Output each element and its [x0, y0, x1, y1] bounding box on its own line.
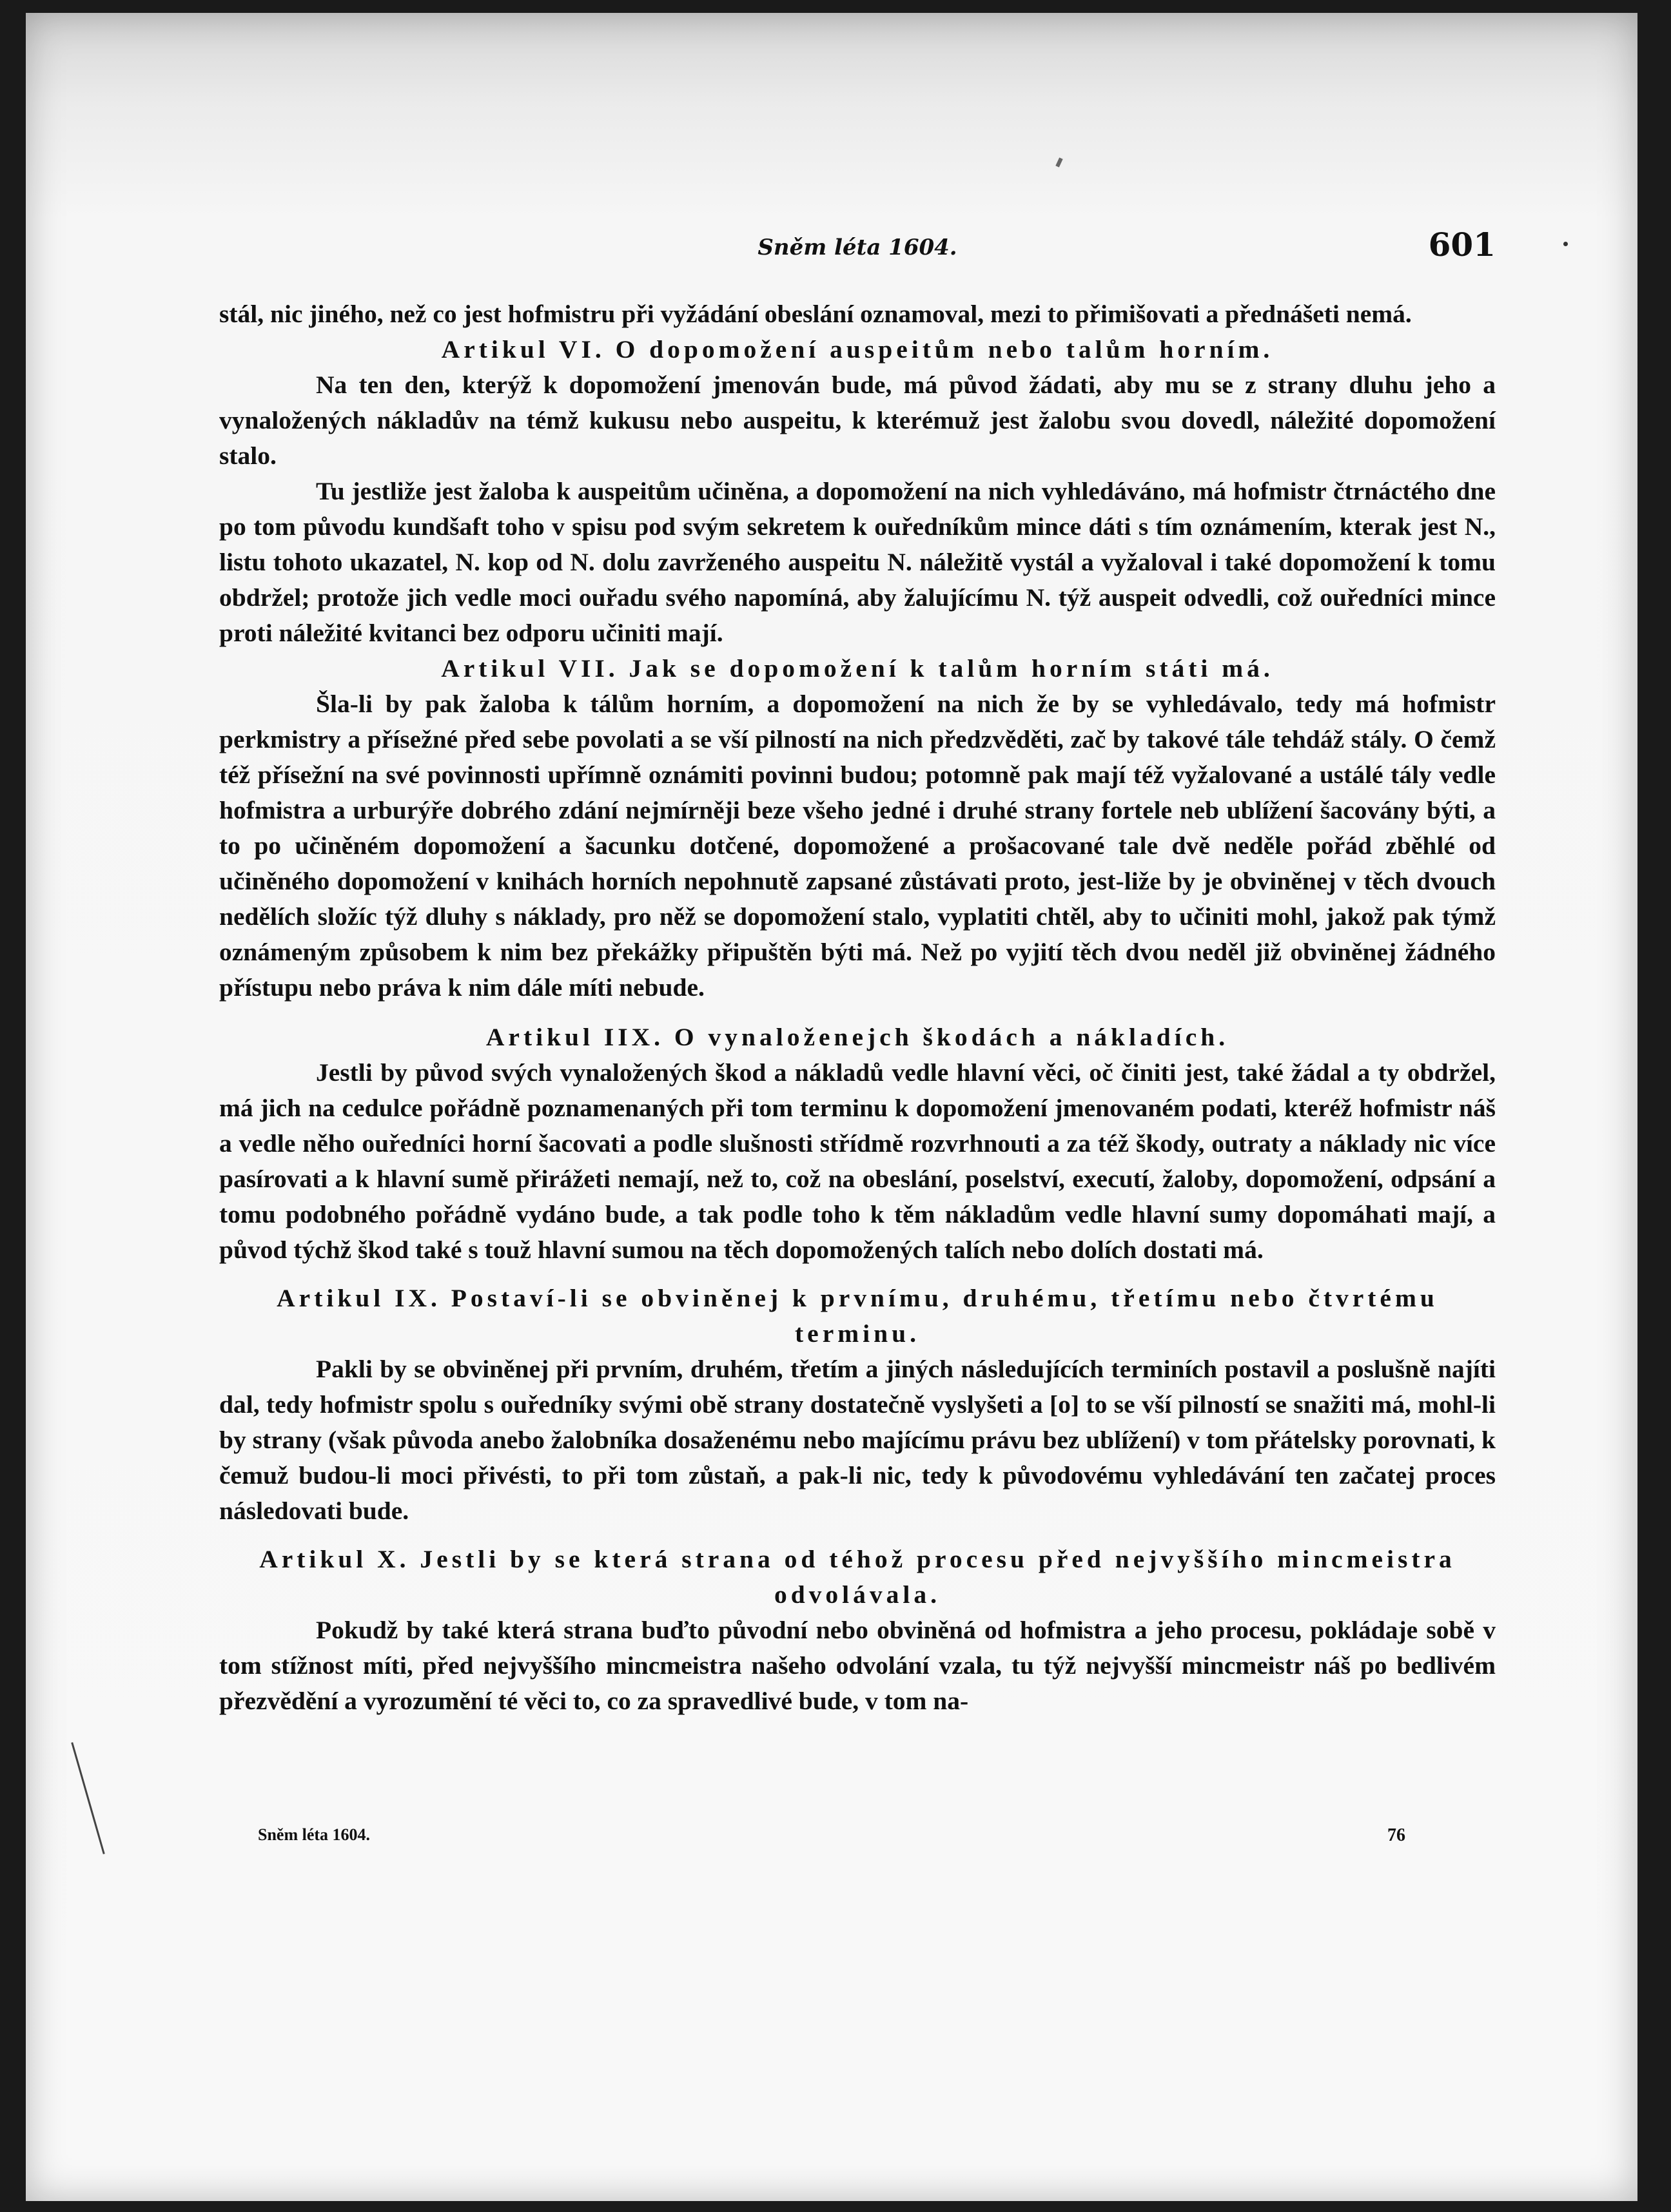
footer-signature: Sněm léta 1604. — [258, 1825, 371, 1844]
article-6-paragraph-2: Tu jestliže jest žaloba k auspeitům učiněna, a dopomožení na nich vyhledáváno, má hofmistr čtrnáctého dne po tom původu kundšaft toho v spisu pod svým sekretem k ouředníkům mince dáti s tím oznámením, kterak jest N., listu tohoto ukazatel, N. kop od N. dolu zavrženého auspeitu N. náležitě vystál a vyžaloval i také dopomožení k tomu obdržel; protože jich vedle moci ouřadu svého napomíná, aby žalujícímu N. týž auspeit odvedli, což ouředníci mince proti náležité kvitanci bez odporu učiniti mají. — [219, 477, 1496, 647]
article-10-heading: Artikul X. Jestli by se která strana od téhož procesu před nejvyššího mincmeistra odvolávala. — [259, 1545, 1456, 1609]
article-9-paragraph-1: Pakli by se obviněnej při prvním, druhém, třetím a jiných následujících terminích postavil a poslušně najíti dal, tedy hofmistr spolu s ouředníky svými obě strany dostatečně vyslyšeti a [o] to se vší pilností se snažiti má, mohl-li by strany (však původa anebo žalobníka dosaženému nebo majícímu právu bez ublížení) v tom přátelsky porovnati, k čemuž budou-li moci přivésti, to při tom zůstaň, a pak-li nic, tedy k původovému vyhledávání ten začatej proces následovati bude. — [219, 1355, 1496, 1525]
margin-dot — [1563, 242, 1568, 246]
page-body — [219, 296, 1496, 1719]
article-7-paragraph-1: Šla-li by pak žaloba k tálům horním, a dopomožení na nich že by se vyhledávalo, tedy má hofmistr perkmistry a přísežné před sebe povolati a se vší pilností na nich předzvěděti, zač by takové tále tehdáž stály. O čemž též přísežní na své povinnosti upřímně oznámiti povinni budou; potomně pak mají též vyžalované a ustálé tály vedle hofmistra a urburýře dobrého zdání nejmírněji beze všeho jedné i druhé strany fortele neb ublížení šacovány býti, a to po učiněném dopomožení a šacunku dotčené, dopomožené a prošacované tale dvě neděle pořád zběhlé od učiněného dopomožení v knihách horních nepohnutě zapsané zůstávati proto, jest-liže by je obviněnej v těch dvouch nedělích složíc týž dluhy s náklady, pro něž se dopomožení stalo, vyplatiti chtěl, aby to učiniti mohl, jakož pak týmž oznámeným způsobem k nim bez překážky připuštěn býti má. Než po vyjití těch dvou neděl již obviněnej žádného přístupu nebo práva k nim dále míti nebude. — [219, 690, 1496, 1002]
scanned-page — [26, 13, 1637, 2201]
margin-pencil-stroke — [71, 1742, 104, 1854]
paragraph-continuation: stál, nic jiného, než co jest hofmistru při vyžádání obeslání oznamoval, mezi to přimišovati a přednášeti nemá. — [219, 300, 1412, 328]
article-7-heading: Artikul VII. Jak se dopomožení k talům horním státi má. — [441, 654, 1274, 683]
page-footer — [258, 1825, 1405, 1858]
page-header — [219, 226, 1496, 277]
running-title: Sněm léta 1604. — [757, 235, 957, 260]
scan-speck — [1055, 157, 1062, 167]
page-number: 601 — [1428, 226, 1496, 264]
article-6-paragraph-1: Na ten den, kterýž k dopomožení jmenován bude, má původ žádati, aby mu se z strany dluhu jeho a vynaložených nákladův na témž kukusu nebo auspeitu, k kterémuž jest žalobu svou dovedl, náležité dopomožení stalo. — [219, 371, 1496, 470]
article-6-heading: Artikul VI. O dopomožení auspeitům nebo talům horním. — [441, 335, 1274, 364]
article-9-heading: Artikul IX. Postaví-li se obviněnej k prvnímu, druhému, třetímu nebo čtvrtému terminu. — [277, 1284, 1438, 1348]
article-10-paragraph-1: Pokudž by také která strana buďto původní nebo obviněná od hofmistra a jeho procesu, pokládaje sobě v tom stížnost míti, před nejvyššího mincmeistra našeho odvolání vzala, tu týž nejvyšší mincmeistr náš po bedlivém přezvědění a vyrozumění té věci to, co za spravedlivé bude, v tom na- — [219, 1616, 1496, 1715]
footer-sheet-number: 76 — [1387, 1825, 1405, 1845]
article-8-paragraph-1: Jestli by původ svých vynaložených škod a nákladů vedle hlavní věci, oč činiti jest, také žádal a ty obdržel, má jich na cedulce pořádně poznamenaných při tom terminu k dopomožení jmenovaném podati, kteréž hofmistr náš a vedle něho ouředníci horní šacovati a podle slušnosti střídmě rozvrhnouti a za též škody, outraty a náklady nic více pasírovati a k hlavní sumě přirážeti nemají, než to, což na obeslání, poselství, executí, žaloby, dopomožení, odpsání a tomu podobného pořádně vydáno bude, a tak podle toho k těm nákladům vedle hlavní sumy dopomáhati mají, a původ týchž škod také s touž hlavní sumou na těch dopomožených talích nebo dolích dostati má. — [219, 1058, 1496, 1264]
article-8-heading: Artikul IIX. O vynaloženejch škodách a nákladích. — [485, 1023, 1229, 1051]
